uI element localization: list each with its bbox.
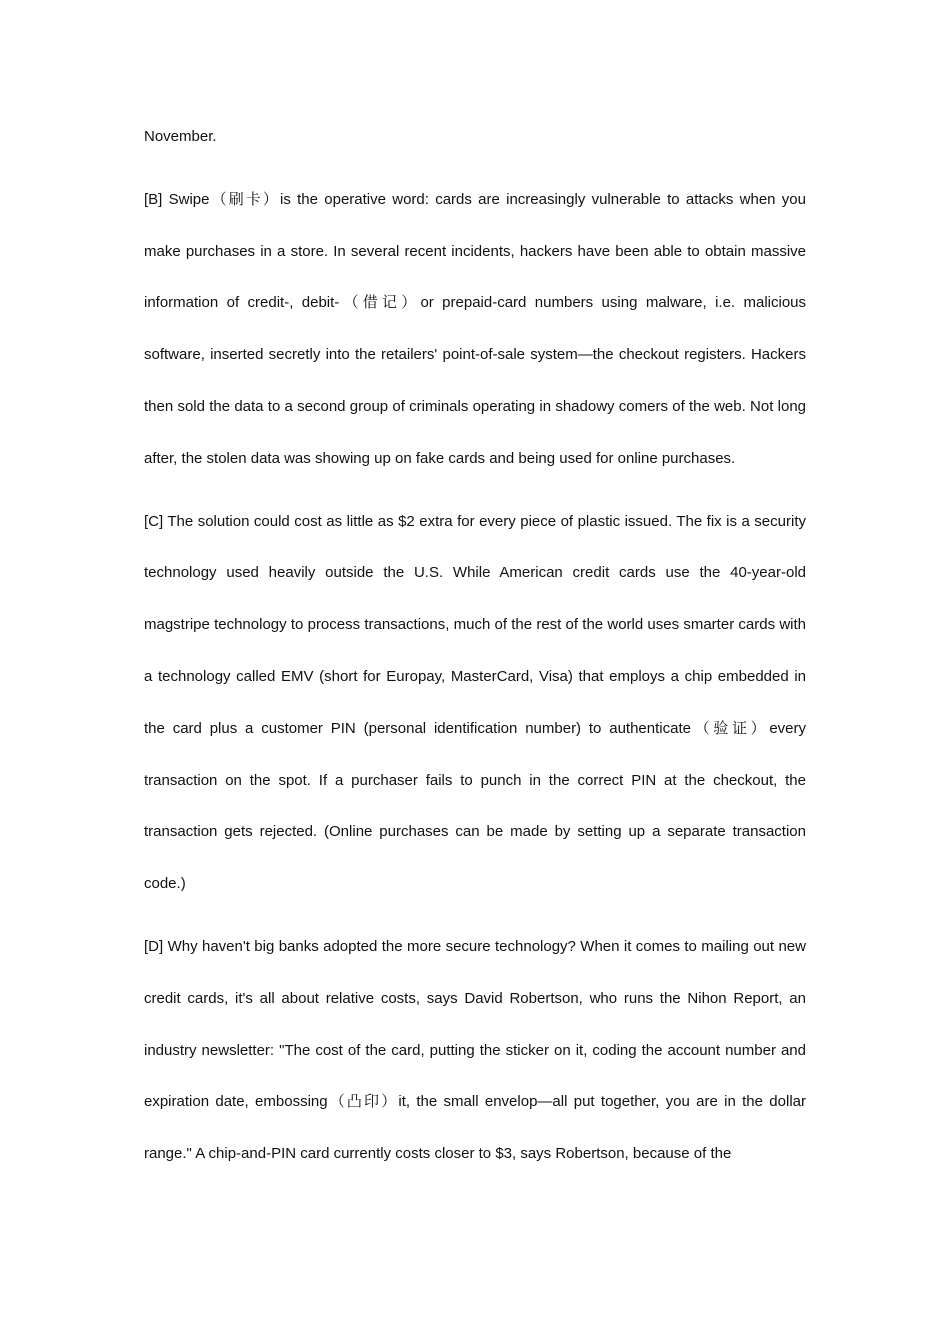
- paragraph-c: [C] The solution could cost as little as $2 extra for every piece of plastic issued. The fix is a security technology used heavily outside the U.S. While American credit cards use the 40-year-old magstripe technology to process transactions, much of the rest of the world uses smarter cards with a technology called EMV (short for Europay, MasterCard, Visa) that employs a chip embedded in the card plus a customer PIN (personal identification number) to authenticate（验证）every transaction on the spot. If a purchaser fails to punch in the correct PIN at the checkout, the transaction gets rejected. (Online purchases can be made by setting up a separate transaction code.): [144, 512, 806, 893]
- paragraph-b: [B] Swipe（刷卡）is the operative word: cards are increasingly vulnerable to attacks when you make purchases in a store. In several recent incidents, hackers have been able to obtain massive information of credit-, debit-（借记）or prepaid-card numbers using malware, i.e. malicious software, inserted secretly into the retailers' point-of-sale system—the checkout registers. Hackers then sold the data to a second group of criminals operating in shadowy comers of the web. Not long after, the stolen data was showing up on fake cards and being used for online purchases.: [144, 190, 806, 467]
- document-body: [144, 111, 806, 1191]
- paragraph-d: [D] Why haven't big banks adopted the more secure technology? When it comes to mailing out new credit cards, it's all about relative costs, says David Robertson, who runs the Nihon Report, an industry newsletter: "The cost of the card, putting the sticker on it, coding the account number and expiration date, embossing（凸印）it, the small envelop—all put together, you are in the dollar range." A chip-and-PIN card currently costs closer to $3, says Robertson, because of the: [144, 937, 806, 1163]
- paragraph-continuation: November.: [144, 128, 217, 145]
